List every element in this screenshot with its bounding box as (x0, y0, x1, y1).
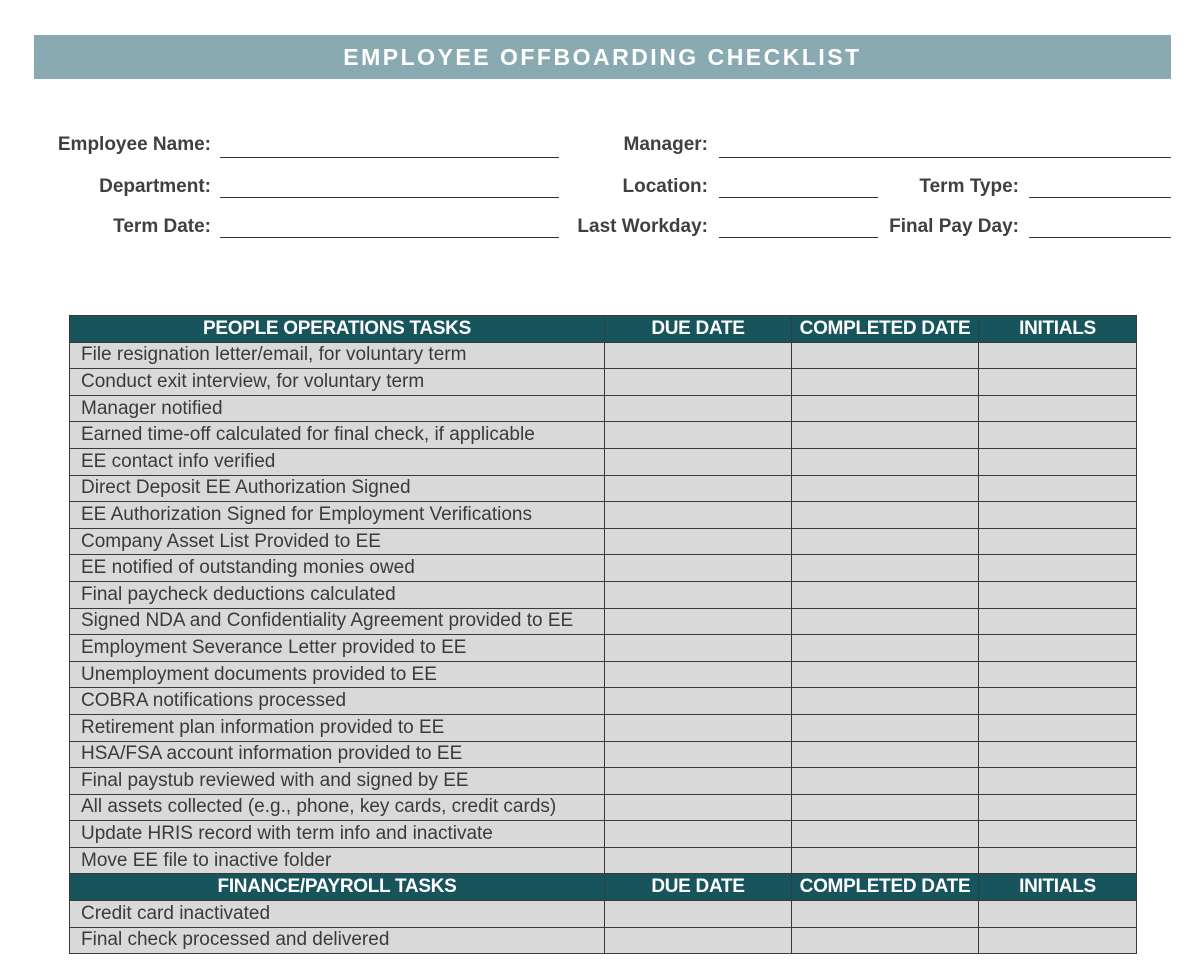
initials-cell[interactable] (979, 475, 1137, 502)
initials-cell[interactable] (979, 502, 1137, 529)
task-label: EE notified of outstanding monies owed (70, 555, 605, 582)
completed-date-cell[interactable] (792, 581, 979, 608)
location-label: Location: (622, 176, 708, 197)
task-label: EE Authorization Signed for Employment Verifications (70, 502, 605, 529)
due-date-cell[interactable] (605, 528, 792, 555)
completed-date-cell[interactable] (792, 927, 979, 954)
task-label: EE contact info verified (70, 448, 605, 475)
due-date-cell[interactable] (605, 369, 792, 396)
due-date-cell[interactable] (605, 821, 792, 848)
task-row (70, 502, 1137, 529)
initials-cell[interactable] (979, 528, 1137, 555)
task-label: Final paystub reviewed with and signed by EE (70, 768, 605, 795)
initials-cell[interactable] (979, 821, 1137, 848)
task-label: COBRA notifications processed (70, 688, 605, 715)
department-field[interactable] (220, 197, 559, 198)
completed-date-cell[interactable] (792, 342, 979, 369)
completed-date-cell[interactable] (792, 555, 979, 582)
manager-label: Manager: (623, 134, 708, 155)
completed-date-header: COMPLETED DATE (792, 316, 979, 343)
initials-cell[interactable] (979, 581, 1137, 608)
initials-cell[interactable] (979, 448, 1137, 475)
department-label: Department: (99, 176, 211, 197)
due-date-cell[interactable] (605, 475, 792, 502)
due-date-cell[interactable] (605, 581, 792, 608)
task-label: All assets collected (e.g., phone, key cards, credit cards) (70, 794, 605, 821)
final-pay-day-field[interactable] (1029, 237, 1171, 238)
task-label: Conduct exit interview, for voluntary term (70, 369, 605, 396)
completed-date-cell[interactable] (792, 714, 979, 741)
completed-date-cell[interactable] (792, 821, 979, 848)
task-label: Manager notified (70, 395, 605, 422)
task-row (70, 688, 1137, 715)
term-date-label: Term Date: (113, 216, 211, 237)
due-date-header: DUE DATE (605, 874, 792, 901)
completed-date-cell[interactable] (792, 901, 979, 928)
due-date-cell[interactable] (605, 661, 792, 688)
task-row (70, 395, 1137, 422)
task-label: Direct Deposit EE Authorization Signed (70, 475, 605, 502)
completed-date-header: COMPLETED DATE (792, 874, 979, 901)
due-date-cell[interactable] (605, 688, 792, 715)
completed-date-cell[interactable] (792, 768, 979, 795)
task-row (70, 661, 1137, 688)
initials-cell[interactable] (979, 608, 1137, 635)
last-workday-field[interactable] (719, 237, 878, 238)
term-type-field[interactable] (1029, 197, 1171, 198)
initials-cell[interactable] (979, 369, 1137, 396)
due-date-header: DUE DATE (605, 316, 792, 343)
due-date-cell[interactable] (605, 422, 792, 449)
task-row (70, 768, 1137, 795)
due-date-cell[interactable] (605, 768, 792, 795)
initials-cell[interactable] (979, 768, 1137, 795)
document-title: EMPLOYEE OFFBOARDING CHECKLIST (34, 35, 1171, 79)
employee-name-label: Employee Name: (57, 134, 211, 155)
due-date-cell[interactable] (605, 342, 792, 369)
completed-date-cell[interactable] (792, 502, 979, 529)
completed-date-cell[interactable] (792, 395, 979, 422)
task-label: HSA/FSA account information provided to EE (70, 741, 605, 768)
task-row (70, 369, 1137, 396)
task-label: Unemployment documents provided to EE (70, 661, 605, 688)
initials-cell[interactable] (979, 395, 1137, 422)
task-label: Retirement plan information provided to EE (70, 714, 605, 741)
task-row (70, 741, 1137, 768)
section-header-row (70, 316, 1137, 343)
task-row (70, 555, 1137, 582)
task-row (70, 635, 1137, 662)
offboarding-task-table (69, 315, 1137, 954)
completed-date-cell[interactable] (792, 448, 979, 475)
employee-name-field[interactable] (220, 157, 559, 158)
completed-date-cell[interactable] (792, 794, 979, 821)
task-label: Company Asset List Provided to EE (70, 528, 605, 555)
initials-cell[interactable] (979, 927, 1137, 954)
task-label: Credit card inactivated (70, 901, 605, 928)
completed-date-cell[interactable] (792, 661, 979, 688)
task-label: Move EE file to inactive folder (70, 847, 605, 874)
completed-date-cell[interactable] (792, 475, 979, 502)
initials-header: INITIALS (979, 874, 1137, 901)
initials-cell[interactable] (979, 422, 1137, 449)
completed-date-cell[interactable] (792, 635, 979, 662)
initials-cell[interactable] (979, 847, 1137, 874)
manager-field[interactable] (719, 157, 1171, 158)
initials-cell[interactable] (979, 741, 1137, 768)
completed-date-cell[interactable] (792, 847, 979, 874)
task-label: Earned time-off calculated for final check, if applicable (70, 422, 605, 449)
completed-date-cell[interactable] (792, 608, 979, 635)
initials-cell[interactable] (979, 901, 1137, 928)
task-row (70, 927, 1137, 954)
initials-cell[interactable] (979, 555, 1137, 582)
task-label: File resignation letter/email, for voluntary term (70, 342, 605, 369)
task-label: Update HRIS record with term info and inactivate (70, 821, 605, 848)
initials-cell[interactable] (979, 714, 1137, 741)
initials-cell[interactable] (979, 688, 1137, 715)
initials-cell[interactable] (979, 794, 1137, 821)
task-row (70, 448, 1137, 475)
last-workday-label: Last Workday: (577, 216, 708, 237)
due-date-cell[interactable] (605, 502, 792, 529)
task-row (70, 581, 1137, 608)
initials-cell[interactable] (979, 342, 1137, 369)
task-label: Final paycheck deductions calculated (70, 581, 605, 608)
due-date-cell[interactable] (605, 901, 792, 928)
due-date-cell[interactable] (605, 608, 792, 635)
due-date-cell[interactable] (605, 794, 792, 821)
term-date-field[interactable] (220, 237, 559, 238)
initials-cell[interactable] (979, 661, 1137, 688)
initials-header: INITIALS (979, 316, 1137, 343)
due-date-cell[interactable] (605, 635, 792, 662)
due-date-cell[interactable] (605, 714, 792, 741)
task-row (70, 608, 1137, 635)
completed-date-cell[interactable] (792, 688, 979, 715)
task-row (70, 342, 1137, 369)
final-pay-day-label: Final Pay Day: (889, 216, 1019, 237)
due-date-cell[interactable] (605, 927, 792, 954)
completed-date-cell[interactable] (792, 528, 979, 555)
task-row (70, 847, 1137, 874)
due-date-cell[interactable] (605, 395, 792, 422)
section-heading: PEOPLE OPERATIONS TASKS (70, 316, 605, 343)
initials-cell[interactable] (979, 635, 1137, 662)
term-type-label: Term Type: (919, 176, 1019, 197)
task-row (70, 901, 1137, 928)
location-field[interactable] (719, 197, 878, 198)
task-row (70, 794, 1137, 821)
task-row (70, 475, 1137, 502)
task-label: Employment Severance Letter provided to EE (70, 635, 605, 662)
due-date-cell[interactable] (605, 448, 792, 475)
task-label: Signed NDA and Confidentiality Agreement provided to EE (70, 608, 605, 635)
task-label: Final check processed and delivered (70, 927, 605, 954)
task-row (70, 714, 1137, 741)
task-row (70, 422, 1137, 449)
completed-date-cell[interactable] (792, 369, 979, 396)
due-date-cell[interactable] (605, 555, 792, 582)
section-heading: FINANCE/PAYROLL TASKS (70, 874, 605, 901)
due-date-cell[interactable] (605, 847, 792, 874)
completed-date-cell[interactable] (792, 741, 979, 768)
task-row (70, 528, 1137, 555)
due-date-cell[interactable] (605, 741, 792, 768)
section-header-row (70, 874, 1137, 901)
task-row (70, 821, 1137, 848)
completed-date-cell[interactable] (792, 422, 979, 449)
